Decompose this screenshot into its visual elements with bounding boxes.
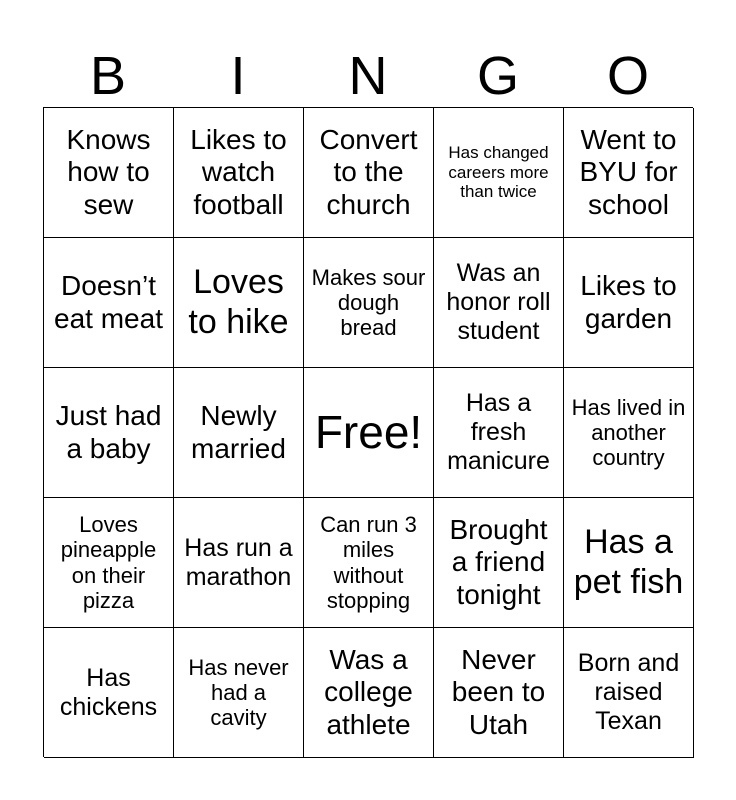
cell-text: Likes to garden: [580, 270, 677, 334]
cell-text: Was a college athlete: [324, 644, 413, 740]
cell-text: Went to BYU for school: [579, 124, 678, 220]
cell-text: Has lived in another country: [571, 394, 686, 471]
bingo-cell[interactable]: [174, 368, 304, 498]
header-letter-o: O: [606, 46, 649, 106]
bingo-cell[interactable]: [564, 368, 694, 498]
cell-text: Loves to hike: [188, 263, 289, 341]
header-letter-b: B: [89, 46, 127, 106]
bingo-cell[interactable]: [44, 628, 174, 758]
header-letter-g: G: [476, 46, 519, 106]
cell-text: Knows how to sew: [66, 124, 151, 220]
cell-text: Brought a friend tonight: [449, 514, 548, 610]
bingo-cell[interactable]: [44, 498, 174, 628]
free-space-label: Free!: [314, 406, 423, 459]
bingo-cell[interactable]: [564, 238, 694, 368]
cell-text: Doesn’t eat meat: [54, 270, 163, 334]
bingo-cell[interactable]: [174, 108, 304, 238]
bingo-cell[interactable]: [304, 108, 434, 238]
bingo-cell[interactable]: [174, 498, 304, 628]
cell-text: Has a fresh manicure: [447, 389, 550, 475]
cell-text: Never been to Utah: [451, 644, 546, 740]
bingo-cell[interactable]: [564, 498, 694, 628]
bingo-cell[interactable]: [434, 108, 564, 238]
bingo-cell[interactable]: [564, 108, 694, 238]
cell-text: Newly married: [191, 400, 286, 464]
cell-text: Likes to watch football: [190, 124, 287, 220]
bingo-cell[interactable]: [44, 238, 174, 368]
bingo-cell[interactable]: [174, 628, 304, 758]
bingo-cell[interactable]: [564, 628, 694, 758]
bingo-cell[interactable]: [434, 628, 564, 758]
cell-text: Has run a marathon: [184, 533, 293, 591]
cell-text: Convert to the church: [319, 124, 418, 220]
cell-text: Loves pineapple on their pizza: [60, 511, 157, 613]
cell-text: Just had a baby: [55, 400, 162, 464]
cell-text: Makes sour dough bread: [311, 264, 426, 341]
bingo-cell[interactable]: [44, 368, 174, 498]
bingo-header: [43, 44, 693, 108]
bingo-cell[interactable]: [304, 498, 434, 628]
bingo-cell[interactable]: [174, 238, 304, 368]
header-letter-i: I: [230, 46, 246, 106]
cell-text: Has never had a cavity: [188, 654, 289, 731]
bingo-grid: [43, 107, 693, 757]
cell-text: Has changed careers more than twice: [448, 143, 549, 202]
free-space-cell[interactable]: [304, 368, 434, 498]
cell-text: Was an honor roll student: [446, 259, 551, 345]
header-letter-n: N: [348, 46, 388, 106]
cell-text: Has a pet fish: [573, 523, 684, 601]
bingo-cell[interactable]: [304, 628, 434, 758]
bingo-cell[interactable]: [434, 368, 564, 498]
bingo-cell[interactable]: [434, 498, 564, 628]
bingo-cell[interactable]: [44, 108, 174, 238]
cell-text: Has chickens: [59, 663, 158, 721]
bingo-cell[interactable]: [434, 238, 564, 368]
bingo-cell[interactable]: [304, 238, 434, 368]
cell-text: Born and raised Texan: [577, 649, 680, 735]
cell-text: Can run 3 miles without stopping: [320, 511, 417, 613]
